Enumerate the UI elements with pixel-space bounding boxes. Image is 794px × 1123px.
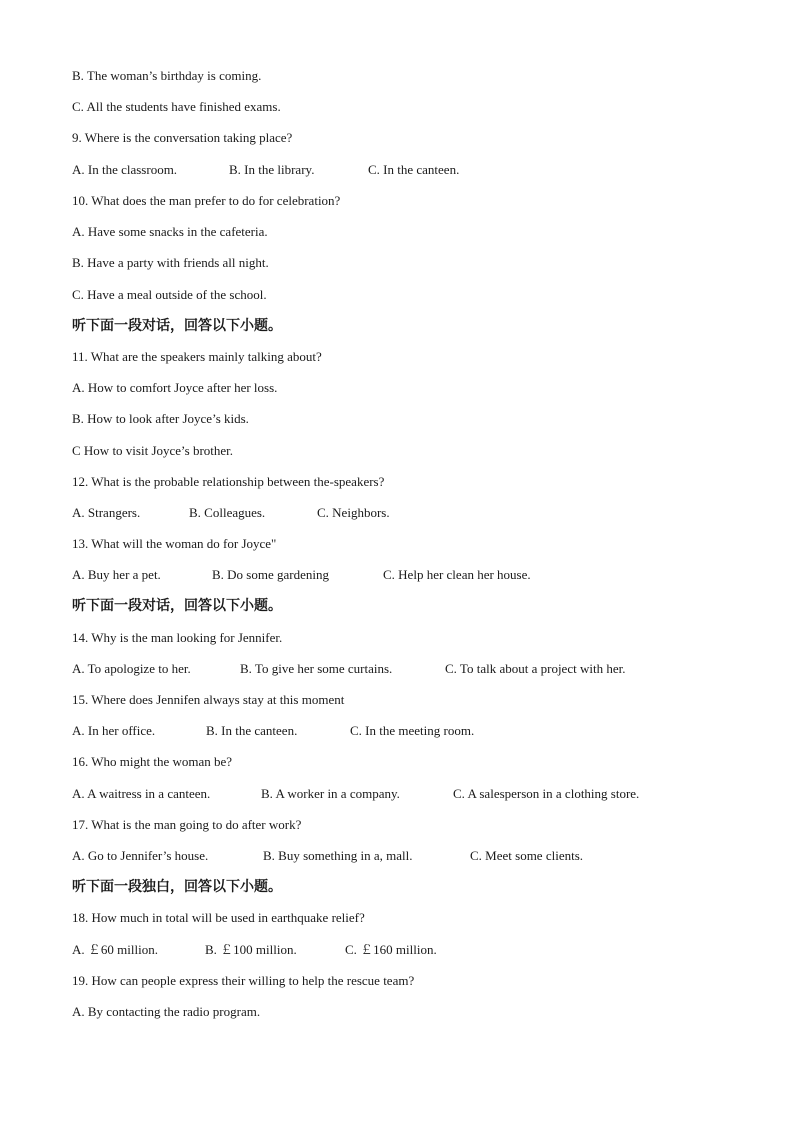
option-a: A. Buy her a pet. — [72, 567, 161, 582]
option-c: C. A salesperson in a clothing store. — [453, 786, 640, 801]
option-b: B. A worker in a company. — [261, 786, 400, 801]
question-9: 9. Where is the conversation taking place? — [72, 130, 293, 145]
option-a: A. How to comfort Joyce after her loss. — [72, 380, 278, 395]
option-c: C. In the canteen. — [368, 162, 460, 177]
question-13: 13. What will the woman do for Joyce" — [72, 536, 277, 551]
question-15: 15. Where does Jennifen always stay at this moment — [72, 692, 345, 707]
option-b: B. How to look after Joyce’s kids. — [72, 411, 249, 426]
option-b: B. ￡100 million. — [205, 942, 297, 957]
option-b: B. In the canteen. — [206, 723, 298, 738]
option-line: B. The woman’s birthday is coming. — [72, 68, 262, 83]
question-17-options — [72, 846, 772, 866]
question-19: 19. How can people express their willing to help the rescue team? — [72, 973, 415, 988]
option-c: C. Have a meal outside of the school. — [72, 287, 267, 302]
option-c: C. In the meeting room. — [350, 723, 475, 738]
option-a: A. A waitress in a canteen. — [72, 786, 211, 801]
option-b: B. In the library. — [229, 162, 315, 177]
option-a: A. ￡60 million. — [72, 942, 158, 957]
section-heading: 听下面一段独白，回答以下小题。 — [72, 879, 282, 895]
question-16-options — [72, 784, 772, 804]
option-line: C. All the students have finished exams. — [72, 99, 281, 114]
question-18-options — [72, 940, 772, 960]
option-a: A. In the classroom. — [72, 162, 178, 177]
question-10: 10. What does the man prefer to do for celebration? — [72, 193, 341, 208]
option-c: C. Neighbors. — [317, 505, 390, 520]
option-a: A. To apologize to her. — [72, 661, 191, 676]
question-18: 18. How much in total will be used in earthquake relief? — [72, 910, 365, 925]
question-16: 16. Who might the woman be? — [72, 754, 233, 769]
section-heading: 听下面一段对话，回答以下小题。 — [72, 318, 282, 334]
question-9-options — [72, 160, 772, 180]
question-17: 17. What is the man going to do after work? — [72, 817, 302, 832]
question-13-options — [72, 565, 772, 585]
question-14: 14. Why is the man looking for Jennifer. — [72, 630, 283, 645]
option-c: C. ￡160 million. — [345, 942, 437, 957]
option-b: B. Do some gardening — [212, 567, 329, 582]
option-b: B. Buy something in a, mall. — [263, 848, 413, 863]
option-c: C. Meet some clients. — [470, 848, 584, 863]
option-c: C. To talk about a project with her. — [445, 661, 626, 676]
question-12-options — [72, 503, 772, 523]
option-b: B. To give her some curtains. — [240, 661, 393, 676]
option-a: A. Strangers. — [72, 505, 141, 520]
option-a: A. Go to Jennifer’s house. — [72, 848, 209, 863]
question-15-options — [72, 721, 772, 741]
question-14-options — [72, 659, 772, 679]
option-b: B. Have a party with friends all night. — [72, 255, 269, 270]
option-a: A. Have some snacks in the cafeteria. — [72, 224, 268, 239]
question-11: 11. What are the speakers mainly talking about? — [72, 349, 322, 364]
option-a: A. By contacting the radio program. — [72, 1004, 261, 1019]
option-b: B. Colleagues. — [189, 505, 266, 520]
section-heading: 听下面一段对话，回答以下小题。 — [72, 598, 282, 614]
option-c: C. Help her clean her house. — [383, 567, 531, 582]
option-a: A. In her office. — [72, 723, 156, 738]
question-12: 12. What is the probable relationship between the-speakers? — [72, 474, 385, 489]
option-c: C How to visit Joyce’s brother. — [72, 443, 234, 458]
